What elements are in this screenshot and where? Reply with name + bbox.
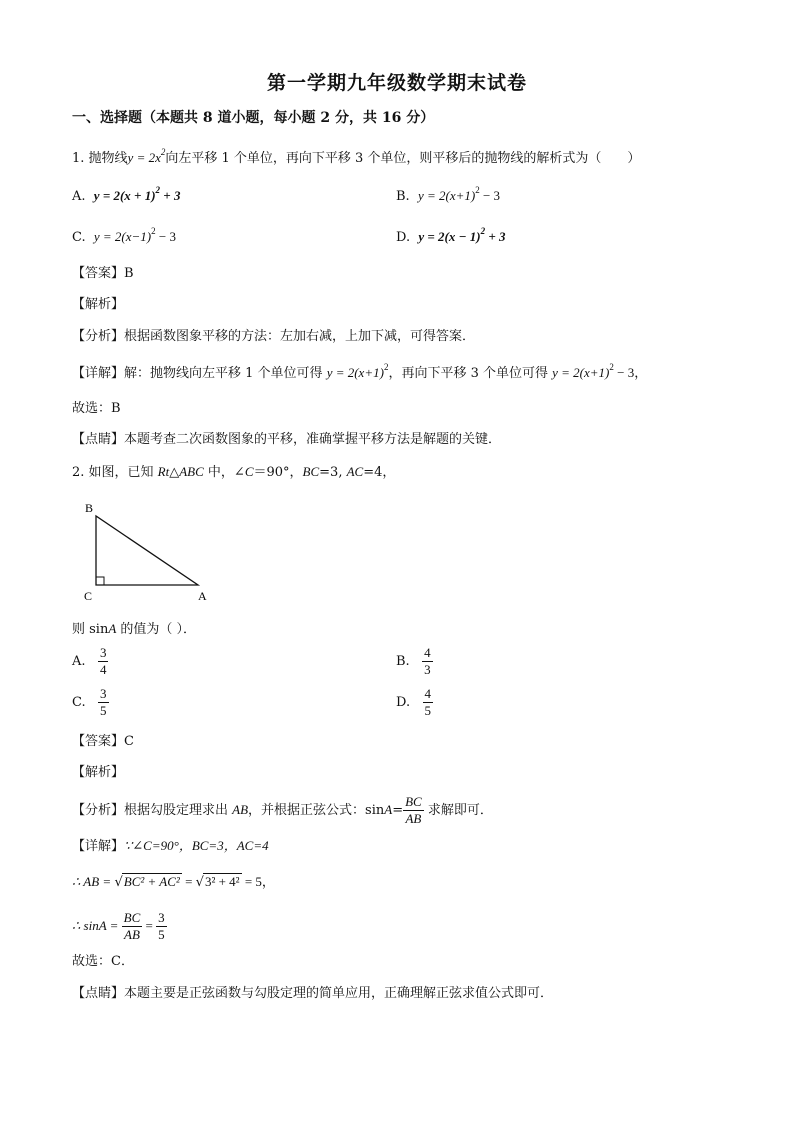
q2-option-a: A. $\frac{3}{4}$ xyxy=(72,645,107,677)
question-2-stem: 2. 如图，已知 Rt△ABC 中，∠C＝90°，BC=3, AC=4， xyxy=(72,464,396,480)
q1-prefix: 1. 抛物线 xyxy=(72,151,128,166)
q1-option-d: D. $y = 2(x - 1)^2 + 3$ xyxy=(396,226,506,245)
q1-choice: 故选：B xyxy=(72,401,121,416)
q2-option-b: B. $\frac{4}{3}$ xyxy=(396,645,431,677)
triangle-abc xyxy=(96,516,198,585)
section-heading: 一、选择题（本题共 8 道小题，每小题 2 分，共 16 分） xyxy=(72,110,435,126)
vertex-label-c: C xyxy=(84,589,93,603)
q2-question: 则 sinA 的值为（ ）． xyxy=(72,621,197,637)
q2-option-d: D. $\frac{4}{5}$ xyxy=(396,686,431,718)
q2-fenxi: 【分析】根据勾股定理求出 AB，并根据正弦公式：sinA= $\frac{BC}{AB}$ 求解即可． xyxy=(72,794,493,826)
q1-formula: $y = 2x^2$ xyxy=(127,147,166,165)
q2-xiangjie: 【详解】∵∠C=90°，BC=3，AC=4 xyxy=(72,838,269,854)
right-angle-mark xyxy=(96,577,104,585)
q1-xiangjie: 【详解】解：抛物线向左平移 1 个单位可得 $y = 2(x+1)^2$，再向下平移 3 个单位可得 $y = 2(x+1)^2 - 3$， xyxy=(72,362,648,381)
q2-analysis-heading: 【解析】 xyxy=(72,765,125,780)
question-1-stem xyxy=(72,148,640,169)
vertex-label-b: B xyxy=(85,501,94,515)
page-title: 第一学期九年级数学期末试卷 xyxy=(266,72,527,94)
q1-dianjing: 【点睛】本题考查二次函数图象的平移，准确掌握平移方法是解题的关键． xyxy=(72,432,502,447)
q1-option-c: C. $y = 2(x-1)^2 - 3$ xyxy=(72,226,176,245)
triangle-figure xyxy=(80,500,220,605)
q1-option-b: B. $y = 2(x+1)^2 - 3$ xyxy=(396,185,501,204)
q2-step-1: ∴ AB = √BC² + AC² = √3² + 4² = 5， xyxy=(72,874,275,890)
q1-option-a: A. $y = 2(x + 1)^2 + 3$ xyxy=(72,185,181,204)
q1-text: 向左平移 1 个单位，再向下平移 3 个单位，则平移后的抛物线的解析式为（ ） xyxy=(165,151,641,166)
q2-choice: 故选：C． xyxy=(72,954,134,969)
q2-answer: 【答案】C xyxy=(72,734,134,749)
q2-dianjing: 【点睛】本题主要是正弦函数与勾股定理的简单应用，正确理解正弦求值公式即可． xyxy=(72,986,554,1001)
q2-option-c: C. $\frac{3}{5}$ xyxy=(72,686,107,718)
q1-analysis-heading: 【解析】 xyxy=(72,297,125,312)
q1-answer: 【答案】B xyxy=(72,266,134,281)
q2-step-2: ∴ sinA = $\frac{BC}{AB}$ = $\frac{3}{5}$ xyxy=(72,910,165,942)
vertex-label-a: A xyxy=(198,589,207,603)
q1-fenxi: 【分析】根据函数图象平移的方法：左加右减，上加下减，可得答案． xyxy=(72,329,476,344)
